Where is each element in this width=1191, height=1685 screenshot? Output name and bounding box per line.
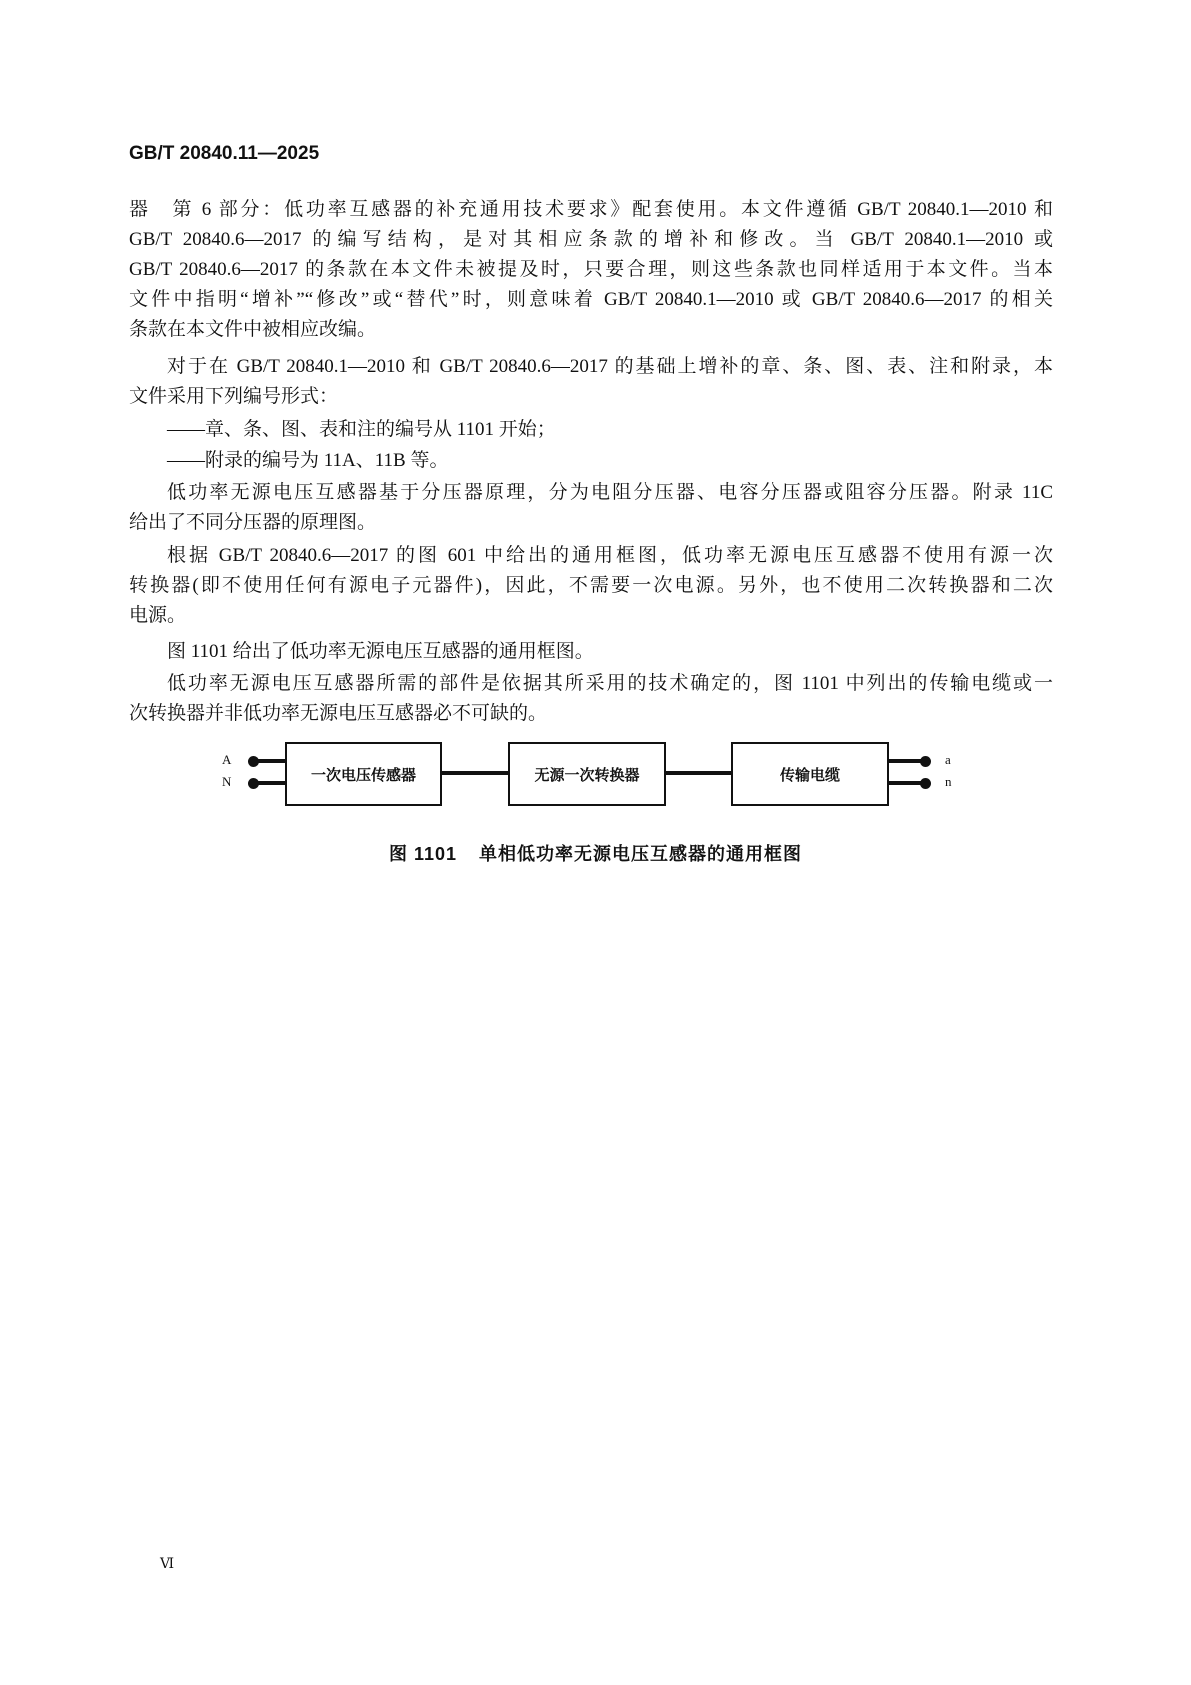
block-primary-voltage-sensor: 一次电压传感器 xyxy=(285,742,442,806)
text-line: 低功率无源电压互感器所需的部件是依据其所采用的技术确定的，图 1101 中列出的传输电缆或一 xyxy=(167,673,1053,694)
text-line: 条款在本文件中被相应改编。 xyxy=(129,319,377,340)
text-line: 文件采用下列编号形式： xyxy=(129,386,339,407)
paragraph-continuation xyxy=(129,195,1053,345)
block-transmission-cable: 传输电缆 xyxy=(731,742,889,806)
text-line: 给出了不同分压器的原理图。 xyxy=(129,512,377,533)
text-line: 次转换器并非低功率无源电压互感器必不可缺的。 xyxy=(129,703,548,724)
paragraph-components xyxy=(129,669,1053,729)
text-line: 文件中指明“增补”“修改”或“替代”时，则意味着 GB/T 20840.1—2010 或 GB/T 20840.6—2017 的相关 xyxy=(129,289,1053,310)
list-item xyxy=(129,415,1053,445)
text-line: GB/T 20840.6—2017 的编写结构，是对其相应条款的增补和修改。当 GB/T 20840.1—2010 或 xyxy=(129,229,1053,250)
text-line: GB/T 20840.6—2017 的条款在本文件未被提及时，只要合理，则这些条款也同样适用于本文件。当本 xyxy=(129,259,1053,280)
text-line: 器 第 6 部分：低功率互感器的补充通用技术要求》配套使用。本文件遵循 GB/T 20840.1—2010 和 xyxy=(129,199,1053,220)
standard-number: GB/T 20840.11—2025 xyxy=(129,143,320,164)
wire xyxy=(888,781,924,785)
figure-title: 单相低功率无源电压互感器的通用框图 xyxy=(479,844,803,864)
wire xyxy=(441,771,509,775)
text-line: 低功率无源电压互感器基于分压器原理，分为电阻分压器、电容分压器或阻容分压器。附录 11C xyxy=(167,482,1053,503)
terminal-dot xyxy=(248,756,259,767)
wire xyxy=(253,759,286,763)
figure-number: 图 1101 xyxy=(388,844,458,864)
terminal-dot xyxy=(920,778,931,789)
paragraph-block-diagram-ref xyxy=(129,541,1053,631)
text-line: 根据 GB/T 20840.6—2017 的图 601 中给出的通用框图，低功率无源电压互感器不使用有源一次 xyxy=(167,545,1053,566)
text-line: 电源。 xyxy=(129,605,187,626)
page-number: Ⅵ xyxy=(160,1557,175,1572)
figure-caption xyxy=(0,840,1191,866)
terminal-label-a-lower: a xyxy=(945,752,951,767)
terminal-label-n-lower: n xyxy=(945,774,952,789)
list-item xyxy=(129,446,1053,476)
block-passive-primary-converter: 无源一次转换器 xyxy=(508,742,666,806)
terminal-label-a-upper: A xyxy=(222,752,232,767)
text-line: ——章、条、图、表和注的编号从 1101 开始； xyxy=(167,419,556,440)
terminal-dot xyxy=(248,778,259,789)
text-line: 转换器(即不使用任何有源电子元器件)，因此，不需要一次电源。另外，也不使用二次转换器和二次 xyxy=(129,575,1053,596)
paragraph-principle xyxy=(129,478,1053,538)
wire xyxy=(888,759,924,763)
terminal-dot xyxy=(920,756,931,767)
wire xyxy=(665,771,732,775)
wire xyxy=(253,781,286,785)
paragraph-numbering xyxy=(129,352,1053,412)
text-line: ——附录的编号为 11A、11B 等。 xyxy=(167,450,449,471)
text-line: 对于在 GB/T 20840.1—2010 和 GB/T 20840.6—2017 的基础上增补的章、条、图、表、注和附录，本 xyxy=(167,356,1053,377)
terminal-label-n-upper: N xyxy=(222,774,232,789)
paragraph-figure-ref xyxy=(129,637,1053,667)
text-line: 图 1101 给出了低功率无源电压互感器的通用框图。 xyxy=(167,641,594,662)
